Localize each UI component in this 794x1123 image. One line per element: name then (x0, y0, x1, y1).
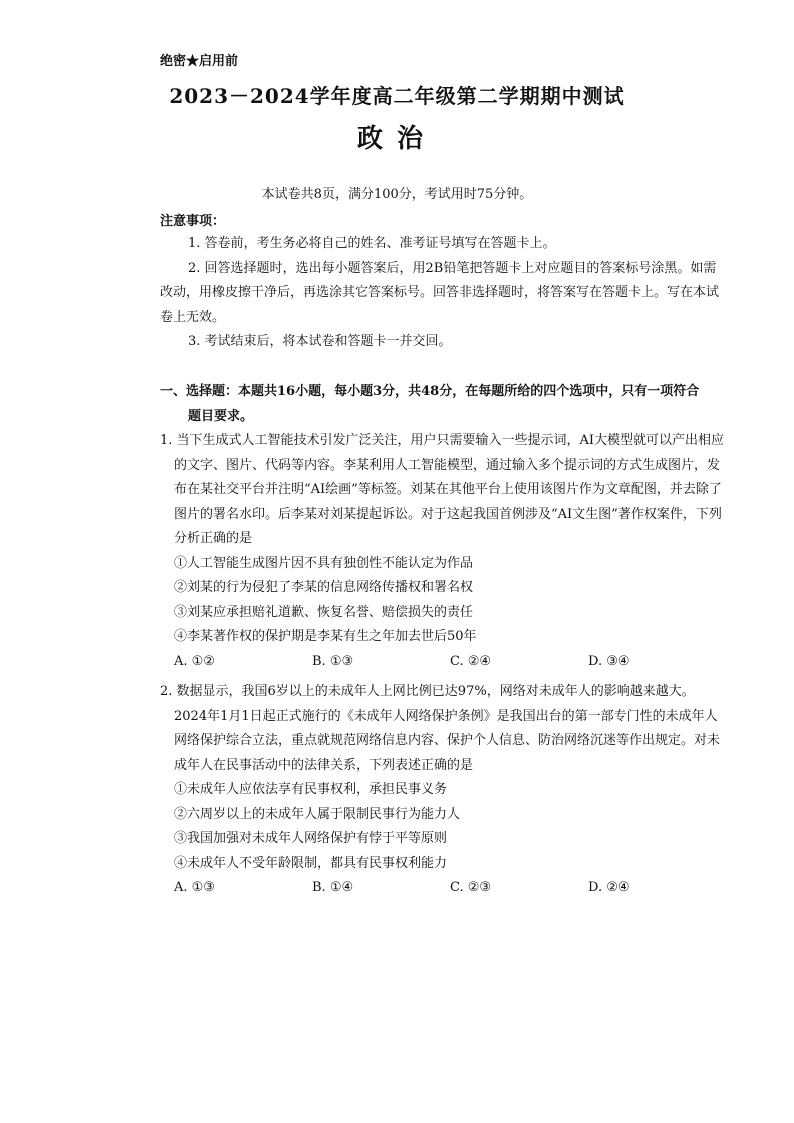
subject-title: 政治 (356, 124, 437, 154)
choice-d: D. ②④ (588, 880, 630, 895)
statement: ④未成年人不受年龄限制，都具有民事权利能力 (174, 855, 448, 871)
section-heading (160, 380, 726, 429)
question-stem: 2. 数据显示，我国6岁以上的未成年人上网比例已达97%，网络对未成年人的影响越来越大。2024年1月1日起正式施行的《未成年人网络保护条例》是我国出台的第一部专门性的未成年人网络保护综合立法，重点就规范网络信息内容、保护个人信息、防治网络沉迷等作出规定。对未成年人在民事活动中的法律关系，下列表述正确的是 (160, 684, 721, 773)
question-2 (160, 680, 726, 901)
notice-item: 1. 答卷前，考生务必将自己的姓名、准考证号填写在答题卡上。 (188, 236, 556, 251)
statement: ①人工智能生成图片因不具有独创性不能认定为作品 (174, 555, 474, 571)
statement: ③刘某应承担赔礼道歉、恢复名誉、赔偿损失的责任 (174, 604, 474, 620)
choice-d: D. ③④ (588, 653, 630, 669)
statement: ④李某著作权的保护期是李某有生之年加去世后50年 (174, 629, 477, 644)
choice-c: C. ②③ (450, 880, 492, 895)
secret-label: 绝密★启用前 (160, 54, 239, 69)
choice-row (160, 876, 726, 901)
question-stem: 1. 当下生成式人工智能技术引发广泛关注，用户只需要输入一些提示词，AI大模型就可以产出相应的文字、图片、代码等内容。李某利用人工智能模型，通过输入多个提示词的方式生成图片，发布在某社交平台并注明“AI绘画”等标签。刘某在其他平台上使用该图片作为文章配图，并去除了图片的署名水印。后李某对刘某提起诉讼。对于这起我国首例涉及“AI文生图”著作权案件，下列分析正确的是 (160, 433, 725, 546)
choice-b: B. ①④ (312, 880, 354, 895)
choice-a: A. ①③ (174, 880, 215, 895)
question-1 (160, 429, 726, 674)
notice-item: 2. 回答选择题时，选出每小题答案后，用2B铅笔把答题卡上对应题目的答案标号涂黑。如需改动，用橡皮擦干净后，再选涂其它答案标号。回答非选择题时，将答案写在答题卡上。写在本试卷上无效。 (160, 260, 720, 325)
statement: ②刘某的行为侵犯了李某的信息网络传播权和署名权 (174, 580, 474, 595)
exam-title: 2023－2024学年度高二年级第二学期期中测试 (169, 84, 625, 108)
section-line: 题目要求。 (188, 408, 254, 424)
notice-list (160, 232, 726, 355)
notice-item: 3. 考试结束后，将本试卷和答题卡一并交回。 (188, 334, 452, 349)
statement: ③我国加强对未成年人网络保护有悖于平等原则 (174, 831, 448, 846)
section-line: 一、选择题：本题共16小题，每小题3分，共48分，在每题所给的四个选项中，只有一项符合 (160, 384, 700, 399)
choice-a: A. ①② (174, 653, 215, 669)
choice-row (160, 650, 726, 675)
choice-c: C. ②④ (450, 653, 492, 669)
notice-heading: 注意事项： (160, 214, 226, 229)
exam-info: 本试卷共8页，满分100分，考试用时75分钟。 (261, 187, 533, 202)
statement: ②六周岁以上的未成年人属于限制民事行为能力人 (174, 806, 461, 822)
choice-b: B. ①③ (312, 653, 354, 669)
statement: ①未成年人应依法享有民事权利，承担民事义务 (174, 782, 448, 797)
